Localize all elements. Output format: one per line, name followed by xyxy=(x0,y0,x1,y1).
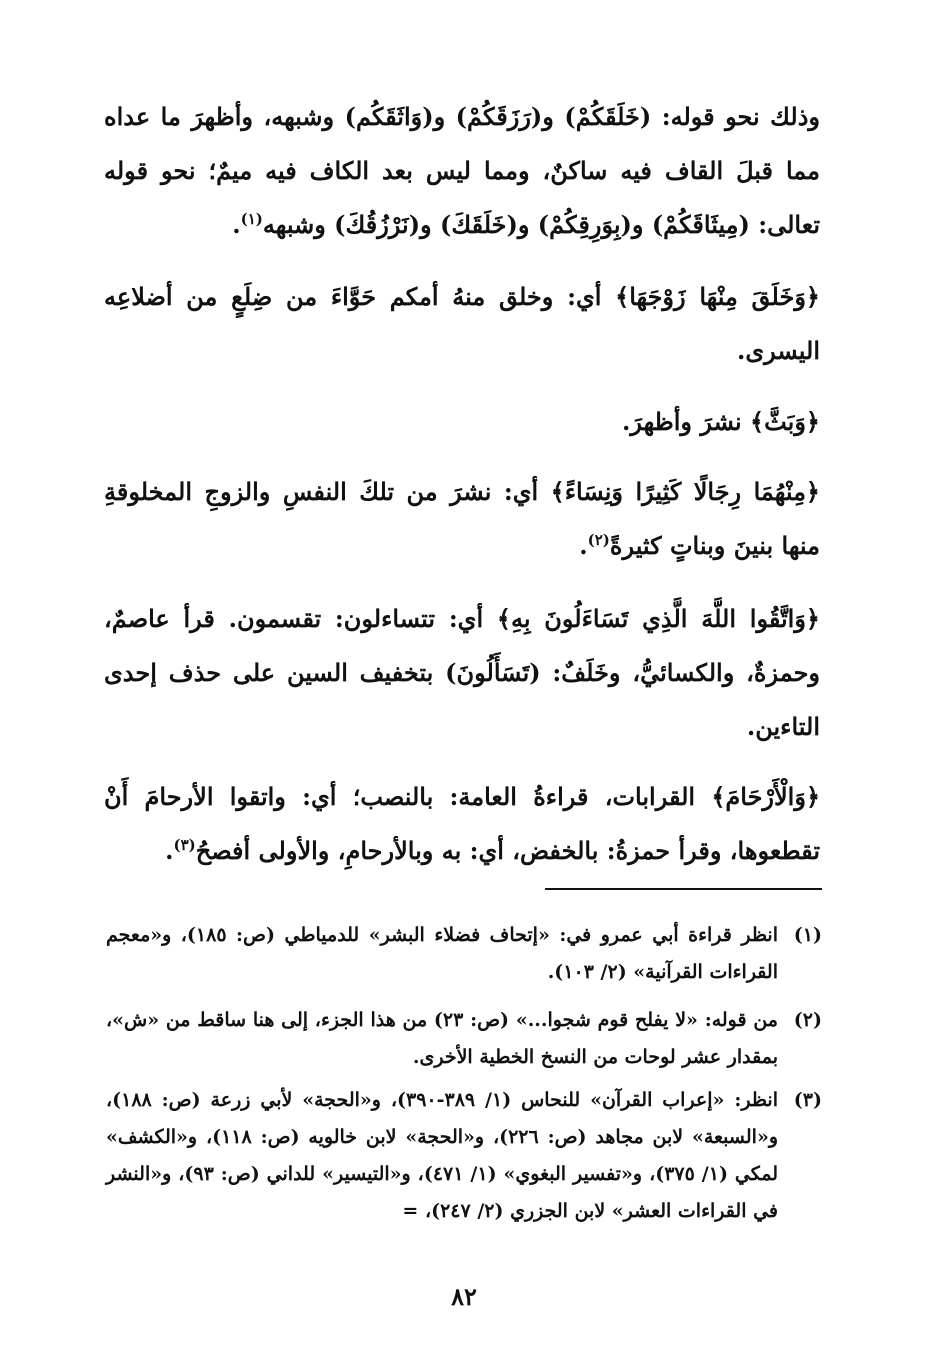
footnote-text: انظر: «إعراب القرآن» للنحاس (١/ ٣٨٩-٣٩٠)، و«الحجة» لأبي زرعة (ص: ١٨٨)، و«السبعة» لابن مجاهد (ص: ٢٢٦)، و«الحجة» لابن خالويه (ص: ١١٨)، و«الكشف» لمكي (١/ ٣٧٥)، و«تفسير البغوي» (١/ ٤٧١)، و«التيسير» للداني (ص: ٩٣)، و«النشر في القراءات العشر» لابن الجزري (٢/ ٢٤٧)، = xyxy=(106,1089,779,1222)
footnote-ref-3: (٣) xyxy=(173,836,196,854)
footnote-1 xyxy=(106,917,822,991)
footnote-number: (١) xyxy=(793,924,822,946)
body-paragraph-5 xyxy=(104,592,820,754)
body-paragraph-4 xyxy=(104,465,820,573)
paragraph-text: ﴿وَخَلَقَ مِنْهَا زَوْجَهَا﴾ أي: وخلق منهُ أمكم حَوَّاءَ من ضِلَعٍ من أضلاعِه اليسرى. xyxy=(104,282,820,365)
footnote-3 xyxy=(106,1082,822,1230)
body-paragraph-3 xyxy=(104,395,820,449)
paragraph-text: ﴿وَاتَّقُوا اللَّهَ الَّذِي تَسَاءَلُونَ بِهِ﴾ أي: تتساءلون: تقسمون. قرأ عاصمٌ، وحمزةٌ، والكسائيُّ، وخَلَفٌ: (تَسَأَلُونَ) بتخفيف السين على حذف إحدى التاءين. xyxy=(104,604,820,741)
footnote-2 xyxy=(106,1002,822,1076)
footnote-text: انظر قراءة أبي عمرو في: «إتحاف فضلاء البشر» للدمياطي (ص: ١٨٥)، و«معجم القراءات القرآنية» (٢/ ١٠٣). xyxy=(106,924,778,983)
footnote-number: (٣) xyxy=(793,1089,822,1111)
page-number: ٨٢ xyxy=(451,1282,477,1311)
footnote-separator xyxy=(545,888,822,890)
footnote-ref-2: (٢) xyxy=(587,531,610,549)
footnote-ref-1: (١) xyxy=(240,210,263,228)
end-mark: . xyxy=(165,836,174,865)
footnote-text: من قوله: «لا يفلح قوم شجوا...» (ص: ٢٣) من هذا الجزء، إلى هنا ساقط من «ش»، بمقدار عشر لوحات من النسخ الخطية الأخرى. xyxy=(106,1009,778,1068)
body-paragraph-6 xyxy=(104,770,820,878)
body-paragraph-1 xyxy=(104,90,820,252)
body-paragraph-2 xyxy=(104,270,820,378)
paragraph-text: ﴿وَبَثَّ﴾ نشرَ وأظهرَ. xyxy=(621,407,820,436)
end-mark: . xyxy=(579,531,588,560)
paragraph-text: ﴿وَالْأَرْحَامَ﴾ القرابات، قراءةُ العامة: بالنصب؛ أي: واتقوا الأرحامَ أَنْ تقطعوها، وقرأ حمزةُ: بالخفض، أي: به وبالأرحامِ، والأولى أفصحُ xyxy=(104,782,820,865)
paragraph-text: ﴿مِنْهُمَا رِجَالًا كَثِيرًا وَنِسَاءً﴾ أي: نشرَ من تلكَ النفسِ والزوجِ المخلوقةِ منها بنينَ وبناتٍ كثيرةً xyxy=(104,477,820,560)
footnote-number: (٢) xyxy=(793,1009,822,1031)
end-mark: . xyxy=(232,210,241,239)
paragraph-text: وذلك نحو قوله: (خَلَقَكُمْ) و(رَزَقَكُمْ) و(وَاثَقَكُم) وشبهه، وأظهرَ ما عداه مما قبلَ القاف فيه ساكنٌ، ومما ليس بعد الكاف فيه ميمٌ؛ نحو قوله تعالى: (مِيثَاقَكُمْ) و(بِوَرِقِكُمْ) و(خَلَقَكَ) و(نَرْزُقُكَ) وشبهه xyxy=(104,102,820,239)
